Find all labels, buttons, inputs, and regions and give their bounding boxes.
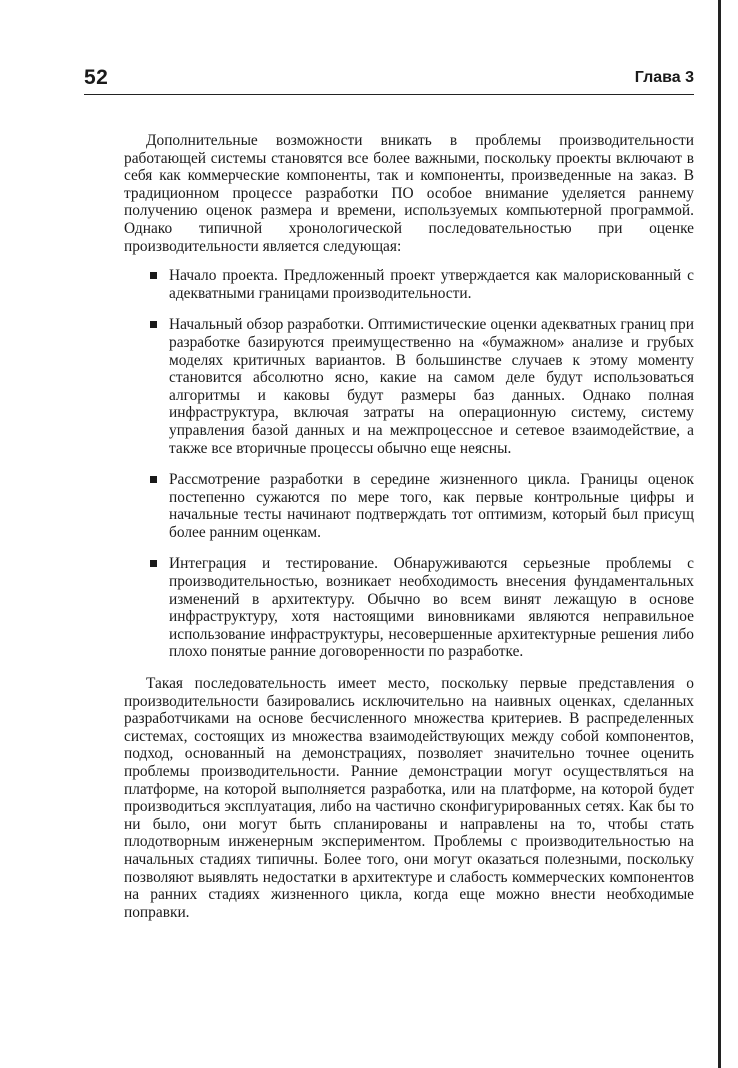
square-bullet-icon xyxy=(150,476,157,483)
paragraph-conclusion: Такая последовательность имеет место, поскольку первые представления о производительности базировались исключительно на наивных оценках, сделанных разработчиками на основе бесчисленного множества критериев. В распределенных системах, состоящих из множества взаимодействующих между собой компонентов, подход, основанный на демонстрациях, позволяет значительно точнее оценить проблемы производительности. Ранние демонстрации могут осуществляться на платформе, на которой выполняется разработка, или на платформе, на которой будет производиться эксплуатация, либо на частично сконфигурированных сетях. Как бы то ни было, они могут быть спланированы и направлены на то, чтобы стать плодотворным инженерным экспериментом. Проблемы с производительностью на начальных стадиях типичны. Более того, они могут оказаться полезными, поскольку позволяют выявлять недостатки в архитектуре и слабость коммерческих компонентов на ранних стадиях жизненного цикла, когда еще можно внести необходимые поправки. xyxy=(124,675,694,921)
list-item xyxy=(124,316,694,457)
list-item-text: Начальный обзор разработки. Оптимистические оценки адекватных границ при разработке базируются преимущественно на «бумажном» анализе и грубых моделях критичных вариантов. В большинстве случаев к этому моменту становится абсолютно ясно, какие на самом деле будут использоваться алгоритмы и каковы будут размеры баз данных. Однако полная инфраструктура, включая затраты на операционную систему, систему управления базой данных и на межпроцессное и сетевое взаимодействие, а также все вторичные процессы обычно еще неясны. xyxy=(169,316,694,457)
page-number: 52 xyxy=(84,66,109,89)
square-bullet-icon xyxy=(150,272,157,279)
list-item-text: Рассмотрение разработки в середине жизненного цикла. Границы оценок постепенно сужаются по мере того, как первые контрольные цифры и начальные тесты начинают подтверждать тот оптимизм, который был присущ более ранним оценкам. xyxy=(169,471,694,541)
bullet-list xyxy=(124,267,694,661)
list-item xyxy=(124,267,694,302)
page-header xyxy=(84,66,694,95)
list-item-text: Начало проекта. Предложенный проект утверждается как малорискованный с адекватными границами производительности. xyxy=(169,267,694,302)
paragraph-intro: Дополнительные возможности вникать в проблемы производительности работающей системы становятся все более важными, поскольку проекты включают в себя как коммерческие компоненты, так и компоненты, произведенные на заказ. В традиционном процессе разработки ПО особое внимание уделяется раннему получению оценок размера и времени, используемых компьютерной программой. Однако типичной хронологической последовательностью при оценке производительности является следующая: xyxy=(124,132,694,255)
square-bullet-icon xyxy=(150,560,157,567)
list-item-text: Интеграция и тестирование. Обнаруживаются серьезные проблемы с производительностью, возникает необходимость внесения фундаментальных изменений в архитектуру. Обычно во всем винят лежащую в основе инфраструктуру, хотя настоящими виновниками являются неправильное использование инфраструктуры, несовершенные архитектурные решения либо плохо понятые ранние договоренности по разработке. xyxy=(169,555,694,661)
page-edge-line xyxy=(718,0,721,1068)
list-item xyxy=(124,471,694,541)
chapter-label: Глава 3 xyxy=(634,69,694,86)
list-item xyxy=(124,555,694,661)
square-bullet-icon xyxy=(150,321,157,328)
page-body xyxy=(124,132,694,921)
